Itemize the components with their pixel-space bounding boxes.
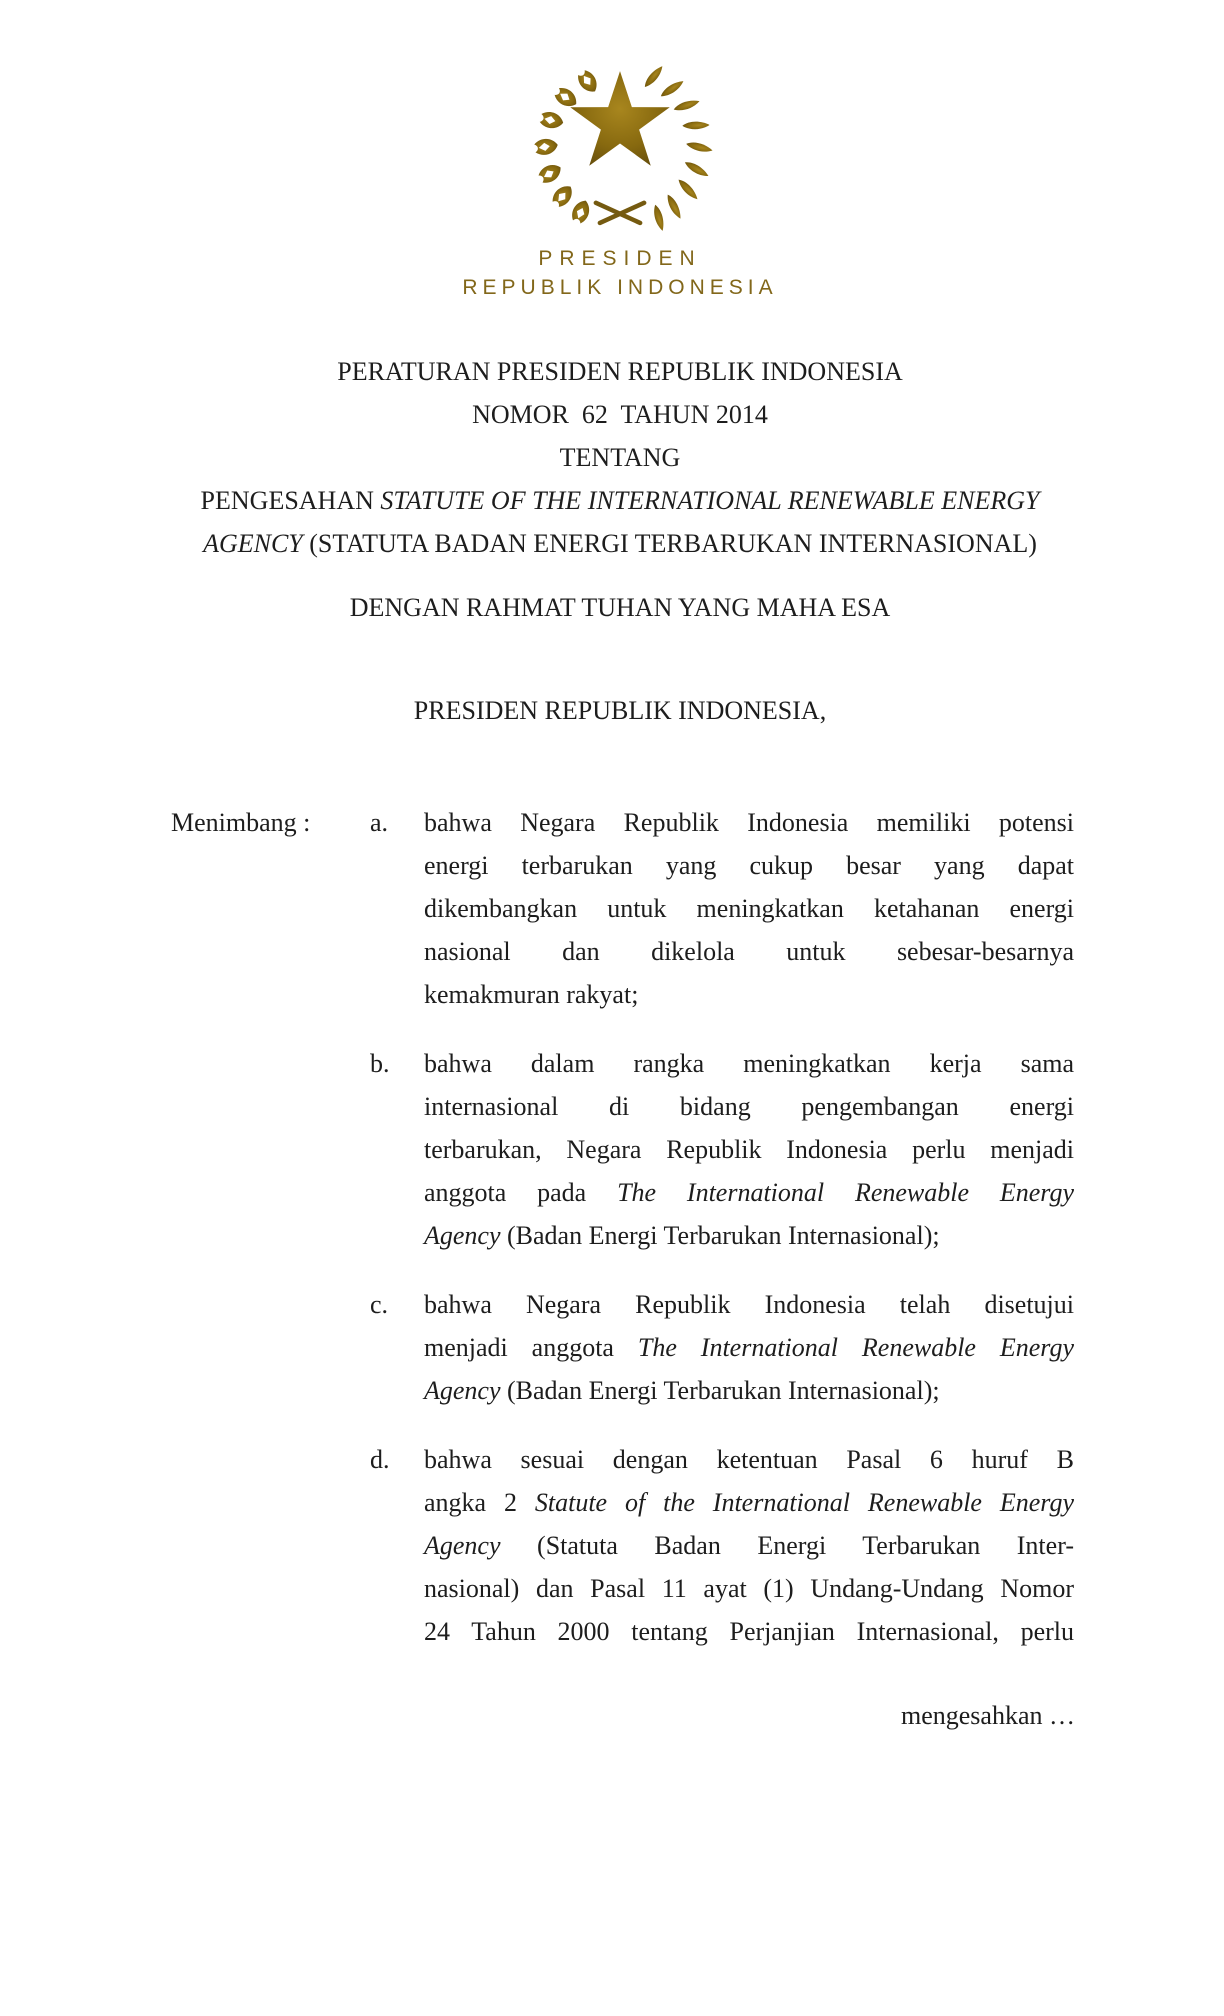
menimbang-items (370, 801, 1075, 1653)
text-line (16, 479, 1224, 522)
italic-run: STATUTE OF THE INTERNATIONAL RENEWABLE ENERGY (380, 486, 1040, 515)
text-line (16, 436, 1224, 479)
text-line (16, 393, 1224, 436)
text-run: terbarukan, Negara Republik Indonesia perlu menjadi (424, 1135, 1074, 1164)
text-run: nasional) dan Pasal 11 ayat (1) Undang-Undang Nomor (424, 1574, 1074, 1603)
text-line (424, 1524, 1074, 1567)
item-text (424, 1438, 1074, 1653)
crossed-stems (596, 203, 644, 223)
italic-run: Statute of the International Renewable Energy (534, 1488, 1074, 1517)
menimbang-item (370, 1438, 1075, 1653)
text-line (424, 1438, 1074, 1481)
text-run: internasional di bidang pengembangan energi (424, 1092, 1074, 1121)
item-letter: d. (370, 1445, 390, 1474)
text-line (424, 973, 1074, 1016)
presidential-emblem (518, 50, 722, 236)
text-run: nasional dan dikelola untuk sebesar-besarnya (424, 937, 1074, 966)
letterhead-line-republik-indonesia: REPUBLIK INDONESIA (462, 276, 778, 299)
text-line (424, 1567, 1074, 1610)
text-run: bahwa Negara Republik Indonesia memiliki potensi (424, 808, 1074, 837)
italic-run: Agency (424, 1531, 501, 1560)
text-run: (Badan Energi Terbarukan Internasional); (500, 1376, 940, 1405)
letterhead (16, 244, 1224, 302)
text-line (424, 887, 1074, 930)
italic-run: The International Renewable Energy (617, 1178, 1074, 1207)
text-line (424, 844, 1074, 887)
text-run: dikembangkan untuk meningkatkan ketahanan energi (424, 894, 1074, 923)
preamble-opener: PRESIDEN REPUBLIK INDONESIA, (413, 696, 827, 725)
menimbang-item (370, 1283, 1075, 1412)
text-run: (Statuta Badan Energi Terbarukan Inter- (500, 1531, 1074, 1560)
gold-star-wreath-emblem-icon (518, 50, 722, 236)
text-run: PENGESAHAN (200, 486, 381, 515)
text-line (424, 1214, 1074, 1257)
menimbang-section (171, 801, 1075, 1653)
text-run: PERATURAN PRESIDEN REPUBLIK INDONESIA (337, 357, 903, 386)
item-letter: c. (370, 1290, 389, 1319)
text-run: 24 Tahun 2000 tentang Perjanjian Internasional, perlu (424, 1617, 1074, 1646)
menimbang-item (370, 1042, 1075, 1257)
text-run: (Badan Energi Terbarukan Internasional); (500, 1221, 940, 1250)
text-line (424, 1171, 1074, 1214)
menimbang-label: Menimbang : (171, 808, 311, 837)
text-run: NOMOR 62 TAHUN 2014 (472, 400, 768, 429)
text-line (16, 350, 1224, 393)
catchword: mengesahkan … (900, 1701, 1075, 1730)
text-line (424, 1085, 1074, 1128)
text-line (424, 801, 1074, 844)
text-line (424, 1128, 1074, 1171)
cotton-branch (534, 68, 602, 225)
item-letter: b. (370, 1049, 390, 1078)
text-run: energi terbarukan yang cukup besar yang dapat (424, 851, 1074, 880)
text-run: (STATUTA BADAN ENERGI TERBARUKAN INTERNASIONAL) (309, 529, 1037, 558)
invocation-line: DENGAN RAHMAT TUHAN YANG MAHA ESA (349, 593, 891, 622)
italic-run: AGENCY (203, 529, 310, 558)
text-line (424, 1042, 1074, 1085)
text-run: menjadi anggota (424, 1333, 638, 1362)
text-line (424, 1369, 1074, 1412)
text-run: bahwa dalam rangka meningkatkan kerja sama (424, 1049, 1074, 1078)
text-line (424, 1326, 1074, 1369)
text-run: anggota pada (424, 1178, 618, 1207)
text-line (424, 1481, 1074, 1524)
text-run: angka 2 (424, 1488, 535, 1517)
text-line (424, 1283, 1074, 1326)
menimbang-item (370, 801, 1075, 1016)
item-text (424, 801, 1074, 1016)
italic-run: The International Renewable Energy (637, 1333, 1074, 1362)
italic-run: Agency (424, 1376, 501, 1405)
text-run: bahwa Negara Republik Indonesia telah disetujui (424, 1290, 1074, 1319)
regulation-title (16, 350, 1224, 565)
text-run: TENTANG (559, 443, 681, 472)
item-text (424, 1042, 1074, 1257)
item-text (424, 1283, 1074, 1412)
item-letter: a. (370, 808, 389, 837)
rice-branch (642, 64, 713, 232)
text-run: bahwa sesuai dengan ketentuan Pasal 6 huruf B (424, 1445, 1074, 1474)
text-line (424, 930, 1074, 973)
italic-run: Agency (424, 1221, 501, 1250)
letterhead-line-presiden: PRESIDEN (538, 247, 702, 270)
text-line (424, 1610, 1074, 1653)
text-line (16, 522, 1224, 565)
text-run: kemakmuran rakyat; (424, 980, 639, 1009)
